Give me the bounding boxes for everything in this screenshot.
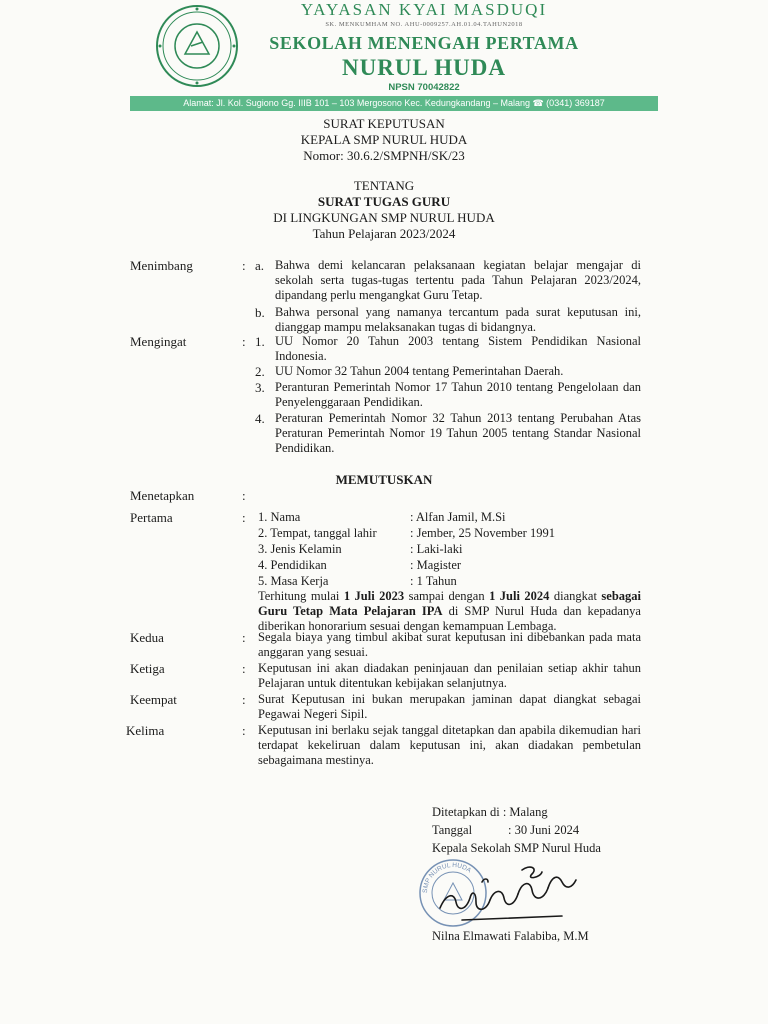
address-bar: Alamat: Jl. Kol. Sugiono Gg. IIIB 101 – 103 Mergosono Kec. Kedungkandang – Malang ☎ (0341) 369187 [130, 96, 658, 111]
field-value-masa-kerja: : 1 Tahun [410, 574, 457, 588]
colon: : [242, 723, 246, 738]
school-type: SEKOLAH MENENGAH PERTAMA [269, 33, 579, 53]
list-marker: 1. [255, 334, 265, 349]
school-name: NURUL HUDA [342, 55, 506, 80]
school-npsn: NPSN 70042822 [388, 82, 460, 93]
section-label-ketiga: Ketiga [130, 661, 165, 676]
kelima-text: Keputusan ini berlaku sejak tanggal ditetapkan dan apabila dikemudian hari terdapat kekeliruan dalam keputusan ini, akan diadakan pembetulan sebagaimana mestinya. [258, 723, 641, 767]
field-label-nama: 1. Nama [258, 510, 301, 524]
mengingat-item-4: Peraturan Pemerintah Nomor 32 Tahun 2013 tentang Perubahan Atas Peraturan Pemerintah Nomor 19 Tahun 2005 tentang Standar Nasional Pendidikan. [275, 411, 641, 455]
signature-date-label: Tanggal [432, 823, 473, 837]
colon: : [242, 510, 246, 525]
keempat-text: Surat Keputusan ini bukan merupakan jaminan dapat diangkat sebagai Pegawai Negeri Sipil. [258, 692, 641, 721]
colon: : [242, 334, 246, 349]
field-value-nama: : Alfan Jamil, M.Si [410, 510, 506, 524]
kedua-text: Segala biaya yang timbul akibat surat keputusan ini dibebankan pada mata anggaran yang sesuai. [258, 630, 641, 659]
foundation-name: YAYASAN KYAI MASDUQI [300, 0, 548, 19]
signatory-name: Nilna Elmawati Falabiba, M.M [432, 929, 589, 943]
colon: : [242, 488, 246, 503]
section-label-kedua: Kedua [130, 630, 164, 645]
handwritten-signature [432, 862, 582, 928]
colon: : [242, 630, 246, 645]
field-value-jenis-kelamin: : Laki-laki [410, 542, 463, 556]
section-label-kelima: Kelima [126, 723, 165, 738]
list-marker: a. [255, 258, 265, 273]
doc-subject: SURAT TUGAS GURU [317, 194, 451, 209]
field-value-pendidikan: : Magister [410, 558, 462, 572]
mengingat-item-2: UU Nomor 32 Tahun 2004 tentang Pemerintahan Daerah. [275, 364, 564, 378]
appointment-statement: Terhitung mulai 1 Juli 2023 sampai dengan 1 Juli 2024 diangkat sebagai Guru Tetap Mata Pelajaran IPA di SMP Nurul Huda dan kepadanya diberikan honorarium sesuai dengan kemampuan Lembaga. [258, 589, 641, 633]
section-label-pertama: Pertama [130, 510, 173, 525]
field-label-ttl: 2. Tempat, tanggal lahir [258, 526, 377, 540]
list-marker: 2. [255, 364, 265, 379]
field-value-ttl: : Jember, 25 November 1991 [410, 526, 555, 540]
field-label-pendidikan: 4. Pendidikan [258, 558, 327, 572]
doc-title: SURAT KEPUTUSAN [323, 116, 445, 131]
section-label-menetapkan: Menetapkan [130, 488, 195, 503]
doc-year: Tahun Pelajaran 2023/2024 [312, 226, 456, 241]
signature-date-value: : 30 Juni 2024 [508, 823, 580, 837]
field-label-jenis-kelamin: 3. Jenis Kelamin [258, 542, 342, 556]
foundation-sk-number: SK. MENKUMHAM NO. AHU-0009257.AH.01.04.TAHUN2018 [325, 21, 523, 28]
section-label-keempat: Keempat [130, 692, 177, 707]
menimbang-item-a: Bahwa demi kelancaran pelaksanaan kegiatan belajar mengajar di sekolah serta tugas-tugas tertentu pada Tahun Pelajaran 2023/2024, dipandang perlu mengangkat Guru Tetap. [275, 258, 641, 302]
colon: : [242, 258, 246, 273]
doc-scope: DI LINGKUNGAN SMP NURUL HUDA [273, 210, 495, 225]
mengingat-item-3: Peranturan Pemerintah Nomor 17 Tahun 2010 tentang Pengelolaan dan Penyelenggaraan Pendidikan. [275, 380, 641, 409]
list-marker: 4. [255, 411, 265, 426]
section-label-mengingat: Mengingat [130, 334, 187, 349]
list-marker: b. [255, 305, 265, 320]
mengingat-item-1: UU Nomor 20 Tahun 2003 tentang Sistem Pendidikan Nasional Indonesia. [275, 334, 641, 363]
ketiga-text: Keputusan ini akan diadakan peninjauan dan penilaian setiap akhir tahun Pelajaran untuk ditentukan kebijakan selanjutnya. [258, 661, 641, 690]
menimbang-item-b: Bahwa personal yang namanya tercantum pada surat keputusan ini, dianggap mampu melaksanakan tugas di bidangnya. [275, 305, 641, 334]
section-label-menimbang: Menimbang [130, 258, 193, 273]
svg-text:SMP NURUL HUDA: SMP NURUL HUDA [421, 861, 473, 894]
field-label-masa-kerja: 5. Masa Kerja [258, 574, 329, 588]
doc-issuer: KEPALA SMP NURUL HUDA [300, 132, 468, 147]
colon: : [242, 661, 246, 676]
doc-about: TENTANG [353, 178, 415, 193]
colon: : [242, 692, 246, 707]
list-marker: 3. [255, 380, 265, 395]
doc-number: Nomor: 30.6.2/SMPNH/SK/23 [303, 148, 465, 163]
memutuskan-heading: MEMUTUSKAN [335, 472, 433, 487]
signature-position: Kepala Sekolah SMP Nurul Huda [432, 841, 601, 855]
signature-place: Ditetapkan di : Malang [432, 805, 548, 819]
